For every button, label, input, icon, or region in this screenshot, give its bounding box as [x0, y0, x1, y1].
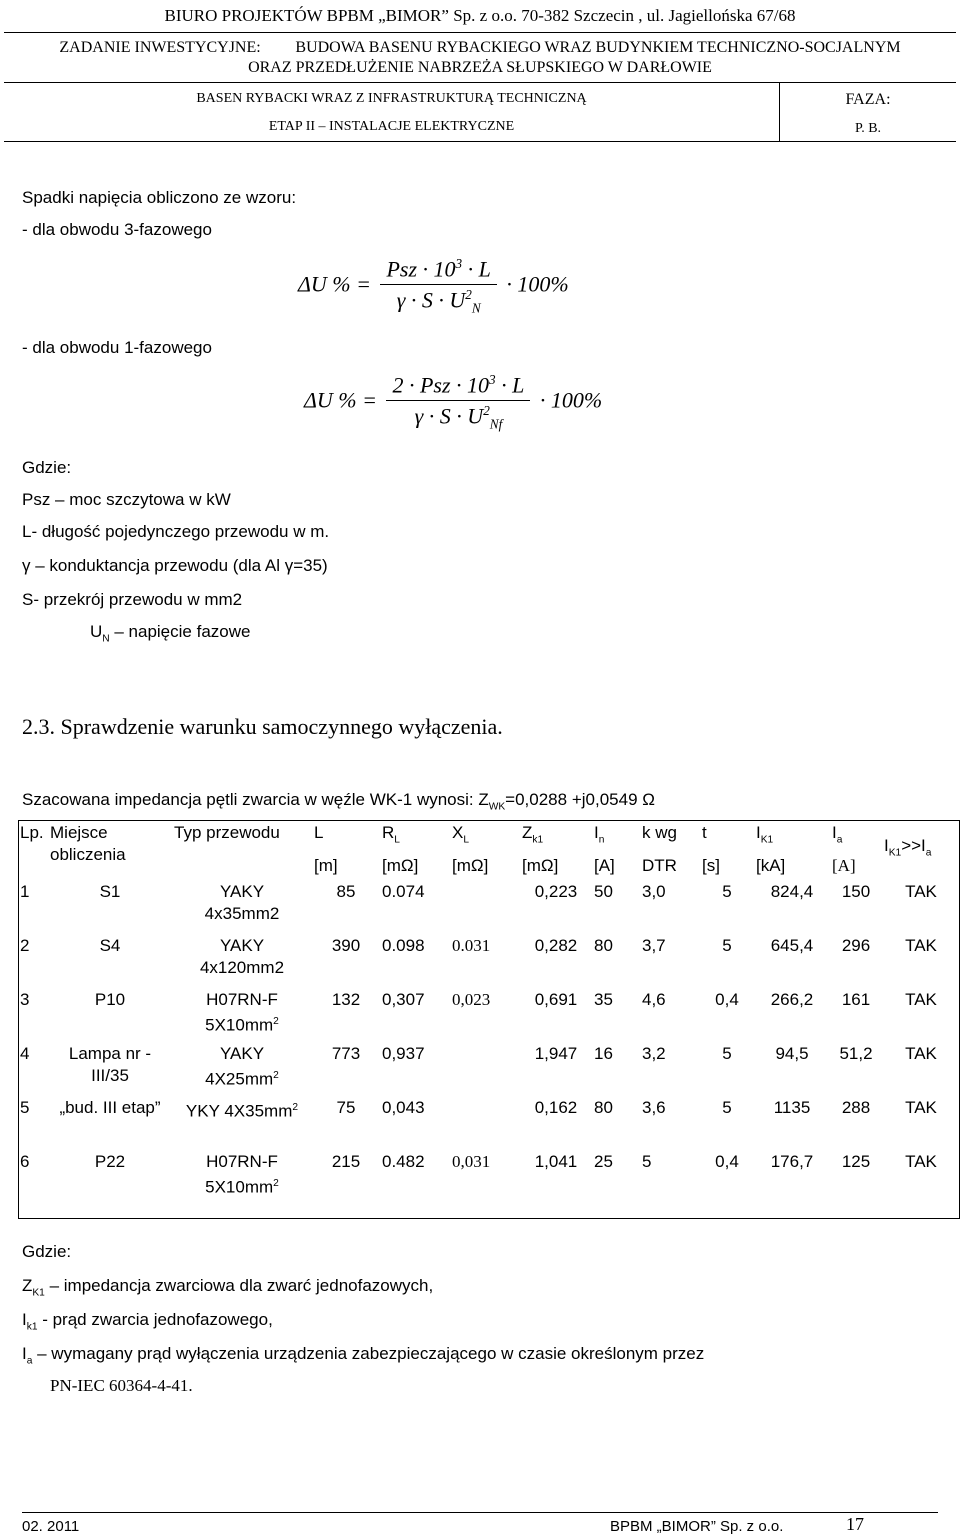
legend-zk1-sub: K1: [32, 1287, 45, 1299]
cell-ik1: 645,4: [770, 936, 814, 956]
cell-l: 390: [331, 936, 361, 956]
footer-rule: [22, 1512, 938, 1513]
table-row: [18, 933, 960, 987]
formula2-rhs: · 100%: [539, 387, 603, 413]
formula2-den: γ · S · U: [414, 403, 484, 429]
cell-ik1: 1135: [773, 1098, 811, 1118]
header-faza-label: FAZA:: [845, 91, 891, 108]
header-basen: BASEN RYBACKI WRAZ Z INFRASTRUKTURĄ TECHNICZNĄ: [196, 91, 587, 106]
cell-lp: 1: [20, 882, 30, 902]
formula1-den-sub: N: [471, 301, 481, 317]
cell-type-line1: YAKY: [219, 882, 265, 902]
cell-t: 5: [722, 936, 732, 956]
th-xl: [450, 820, 520, 853]
formula2-num-tail: · L: [501, 372, 525, 398]
cell-type-sup: 2: [292, 1102, 299, 1114]
cell-type-line2: 5X10mm: [205, 1016, 274, 1036]
cell-rl: 0,937: [382, 1044, 425, 1064]
cell-ok: TAK: [905, 1044, 937, 1064]
formula1-num-tail: · L: [467, 256, 491, 282]
th-zk1-main: Z: [522, 823, 533, 842]
cell-in: 50: [594, 882, 613, 902]
cell-l: 85: [336, 882, 356, 902]
cell-kwg: 5: [642, 1152, 652, 1172]
th-rl-sub: L: [394, 834, 400, 846]
cell-type: [172, 1149, 312, 1203]
cell-xl: [450, 1041, 520, 1095]
impedance-prefix: Szacowana impedancja pętli zwarcia w węźle WK-1 wynosi: Z: [22, 790, 489, 809]
cell-type-line2: 4X25mm: [205, 1070, 274, 1090]
th-lp-unit: [18, 853, 48, 879]
cell-lp: 6: [20, 1152, 30, 1172]
cell-ik1: 824,4: [770, 882, 814, 902]
legend-zk1-text: – impedancja zwarciowa dla zwarć jednofazowych,: [44, 1276, 434, 1295]
th-zk1-sub: k1: [532, 834, 544, 846]
cell-type-line2: 4x120mm2: [199, 958, 285, 978]
th-condition: [882, 820, 960, 879]
cell-zk1: 1,041: [534, 1152, 578, 1172]
formula2-den-sub: Nf: [489, 417, 503, 433]
cell-zk1: 1,947: [534, 1044, 578, 1064]
legend-zk1-main: Z: [22, 1276, 33, 1295]
th-cond-a: I: [884, 836, 889, 855]
legend2-title: Gdzie:: [22, 1242, 72, 1261]
cell-rl: 0.482: [382, 1152, 425, 1172]
footer-firm: BPBM „BIMOR” Sp. z o.o.: [610, 1518, 784, 1535]
cell-lp: 2: [20, 936, 30, 956]
formula1-den: γ · S · U: [396, 287, 466, 313]
footer-date: 02. 2011: [22, 1518, 80, 1535]
unit-xl: [mΩ]: [452, 856, 489, 876]
cell-l: 75: [336, 1098, 356, 1118]
cell-ia: 150: [841, 882, 871, 902]
th-lp: Lp.: [20, 823, 44, 842]
formula1-fraction: [380, 256, 496, 317]
formula2-den-sup: 2: [483, 403, 490, 419]
legend-ik1-sub: k1: [26, 1321, 38, 1333]
investment-line2: ORAZ PRZEDŁUŻENIE NABRZEŻA SŁUPSKIEGO W DARŁOWIE: [248, 59, 712, 76]
header-box: [4, 82, 956, 142]
cell-rl: 0.074: [382, 882, 425, 902]
cell-kwg: 3,6: [642, 1098, 666, 1118]
unit-ik1: [kA]: [756, 856, 786, 876]
table-row: [18, 1095, 960, 1149]
cell-type: [172, 933, 312, 987]
th-cond-b-sub: a: [925, 847, 932, 859]
th-xl-main: X: [452, 823, 464, 842]
cell-ik1: 176,7: [770, 1152, 814, 1172]
investment-line1: BUDOWA BASENU RYBACKIEGO WRAZ BUDYNKIEM TECHNICZNO-SOCJALNYM: [295, 39, 901, 56]
unit-ia: [A]: [832, 856, 856, 876]
cell-ok: TAK: [905, 1152, 937, 1172]
cell-ia: 296: [841, 936, 871, 956]
unit-t: [s]: [702, 856, 720, 876]
cell-type-line1: YAKY: [219, 1044, 265, 1064]
legend-ik1-text: - prąd zwarcia jednofazowego,: [37, 1310, 273, 1329]
table-row: [18, 879, 960, 933]
cell-ok: TAK: [905, 882, 937, 902]
legend-un-sub: N: [102, 633, 110, 645]
legend-s: S- przekrój przewodu w mm2: [22, 590, 243, 609]
cell-ok: TAK: [905, 990, 937, 1010]
formula-one-phase: [304, 372, 602, 433]
th-rl-main: R: [382, 823, 395, 842]
legend-un: [90, 622, 250, 644]
cell-kwg: 3,7: [642, 936, 666, 956]
legend-ia-main: I: [22, 1344, 27, 1363]
cell-rl: 0,307: [382, 990, 425, 1010]
cell-in: 16: [594, 1044, 613, 1064]
table-row: [18, 987, 960, 1041]
cell-type: [172, 1041, 312, 1095]
th-ik1-main: I: [756, 823, 761, 842]
three-phase-label: - dla obwodu 3-fazowego: [22, 220, 212, 239]
unit-in: [A]: [594, 856, 615, 876]
header-firm: BIURO PROJEKTÓW BPBM „BIMOR” Sp. z o.o. 70-382 Szczecin , ul. Jagiellońska 67/68: [164, 6, 796, 25]
cell-kwg: 3,2: [642, 1044, 666, 1064]
cell-kwg: 4,6: [642, 990, 666, 1010]
cell-place-line1: Lampa nr -: [68, 1044, 152, 1064]
header-faza-value: P. B.: [854, 121, 882, 136]
cell-zk1: 0,223: [534, 882, 578, 902]
cell-place-line2: III/35: [91, 1066, 129, 1086]
cell-type-sup: 2: [273, 1070, 279, 1082]
th-t: t: [702, 823, 707, 842]
legend-zk1: [22, 1276, 433, 1298]
th-place: Miejsce obliczenia: [50, 823, 126, 864]
cell-type: [172, 879, 312, 933]
th-in: [592, 820, 640, 853]
th-ia-main: I: [832, 823, 837, 842]
cell-place: „bud. III etap”: [59, 1098, 161, 1118]
th-rl: [380, 820, 450, 853]
cell-l: 132: [331, 990, 361, 1010]
cell-zk1: 0,162: [534, 1098, 578, 1118]
legend-un-main: U: [90, 622, 103, 641]
legend-gamma: γ – konduktancja przewodu (dla Al γ=35): [22, 556, 328, 575]
cell-type-line2: 5X10mm: [205, 1178, 274, 1198]
formula2-lhs: ΔU % =: [304, 387, 377, 413]
formula1-den-sup: 2: [465, 287, 472, 303]
th-type: Typ przewodu: [174, 823, 280, 842]
th-ia-sub: a: [836, 834, 843, 846]
cell-rl: 0,043: [382, 1098, 425, 1118]
legend-psz: Psz – moc szczytowa w kW: [22, 490, 231, 509]
results-table: [18, 820, 960, 1203]
cell-place: P10: [94, 990, 126, 1010]
th-ik1: [754, 820, 830, 853]
cell-place: P22: [94, 1152, 126, 1172]
cell-type-sup: 2: [273, 1178, 279, 1190]
section-title: 2.3. Sprawdzenie warunku samoczynnego wyłączenia.: [22, 714, 503, 739]
cell-xl: [450, 879, 520, 933]
formula1-lhs: ΔU % =: [298, 271, 371, 297]
header-etap: ETAP II – INSTALACJE ELEKTRYCZNE: [268, 119, 515, 134]
legend-ik1: [22, 1310, 273, 1332]
cell-ik1: 94,5: [775, 1044, 809, 1064]
legend-norm: PN-IEC 60364-4-41.: [50, 1376, 193, 1395]
th-kwg: k wg: [642, 823, 677, 842]
cell-type-line1: YAKY: [219, 936, 265, 956]
legend-ia: [22, 1344, 704, 1366]
th-in-sub: n: [598, 834, 605, 846]
intro-line: Spadki napięcia obliczono ze wzoru:: [22, 188, 297, 207]
cell-ok: TAK: [905, 936, 937, 956]
cell-t: 0,4: [715, 990, 739, 1010]
cell-xl: [450, 1095, 520, 1149]
cell-lp: 4: [20, 1044, 30, 1064]
unit-l: [m]: [314, 856, 338, 876]
formula1-rhs: · 100%: [506, 271, 569, 297]
cell-place: S4: [99, 936, 121, 956]
legend-un-text: – napięcie fazowe: [109, 622, 251, 641]
formula2-fraction: [386, 372, 530, 433]
legend1-title: Gdzie:: [22, 458, 72, 477]
cell-zk1: 0,282: [534, 936, 578, 956]
legend-l: L- długość pojedynczego przewodu w m.: [22, 522, 330, 541]
impedance-sub: WK: [488, 801, 506, 813]
cell-in: 80: [594, 936, 613, 956]
investment-label: ZADANIE INWESTYCYJNE:: [59, 39, 261, 56]
cell-l: 773: [331, 1044, 361, 1064]
cell-type-line1: H07RN-F: [206, 990, 278, 1010]
cell-xl: 0,023: [452, 990, 491, 1010]
unit-zk1: [mΩ]: [522, 856, 559, 876]
th-ia: [830, 820, 882, 853]
cell-place: [48, 1041, 172, 1095]
table-row: [18, 1149, 960, 1203]
cell-t: 5: [722, 882, 732, 902]
header-investment: [0, 38, 960, 78]
formula1-num: Psz · 10: [386, 256, 456, 282]
cell-ia: 288: [841, 1098, 871, 1118]
impedance-suffix: =0,0288 +j0,0549 Ω: [505, 790, 655, 809]
th-cond-b: >>I: [901, 836, 926, 855]
table-frame-bottom: [18, 1218, 960, 1219]
th-zk1: [520, 820, 592, 853]
cell-type: [172, 1095, 312, 1149]
cell-ik1: 266,2: [770, 990, 814, 1010]
cell-type: [172, 987, 312, 1041]
cell-ia: 161: [841, 990, 871, 1010]
table-header-row: [18, 820, 960, 853]
unit-rl: [mΩ]: [382, 856, 419, 876]
cell-rl: 0.098: [382, 936, 425, 956]
formula-three-phase: [298, 256, 569, 317]
cell-type-line1: H07RN-F: [206, 1152, 278, 1172]
formula1-num-sup: 3: [455, 256, 463, 271]
cell-in: 25: [594, 1152, 613, 1172]
cell-type-line1: YKY 4X35mm: [185, 1102, 293, 1122]
cell-xl: 0,031: [452, 1152, 491, 1172]
one-phase-label: - dla obwodu 1-fazowego: [22, 338, 212, 357]
impedance-line: [22, 790, 655, 812]
table-row: [18, 1041, 960, 1095]
unit-kwg: DTR: [642, 856, 677, 876]
cell-t: 0,4: [715, 1152, 739, 1172]
cell-t: 5: [722, 1098, 732, 1118]
formula2-num: 2 · Psz · 10: [392, 372, 490, 398]
th-xl-sub: L: [463, 834, 470, 846]
page-number: 17: [846, 1514, 864, 1534]
cell-in: 35: [594, 990, 613, 1010]
cell-in: 80: [594, 1098, 613, 1118]
formula2-num-sup: 3: [489, 372, 496, 387]
cell-place: S1: [99, 882, 121, 902]
th-in-main: I: [594, 823, 599, 842]
cell-lp: 3: [20, 990, 30, 1010]
cell-xl: 0.031: [452, 936, 491, 956]
cell-kwg: 3,0: [642, 882, 666, 902]
cell-t: 5: [722, 1044, 732, 1064]
cell-type-line2: 4x35mm2: [204, 904, 280, 924]
cell-zk1: 0,691: [534, 990, 578, 1010]
legend-ia-sub: a: [26, 1355, 33, 1367]
header-rule: [4, 32, 956, 33]
th-cond-a-sub: K1: [888, 847, 902, 859]
cell-ia: 125: [841, 1152, 871, 1172]
cell-ia: 51,2: [839, 1044, 873, 1064]
th-l: L: [314, 823, 324, 842]
cell-ok: TAK: [905, 1098, 937, 1118]
cell-lp: 5: [20, 1098, 30, 1118]
legend-ik1-main: I: [22, 1310, 27, 1329]
cell-type-sup: 2: [273, 1016, 279, 1028]
legend-ia-text: – wymagany prąd wyłączenia urządzenia zabezpieczającego w czasie określonym przez: [32, 1344, 705, 1363]
cell-l: 215: [331, 1152, 361, 1172]
th-ik1-sub: K1: [760, 834, 774, 846]
